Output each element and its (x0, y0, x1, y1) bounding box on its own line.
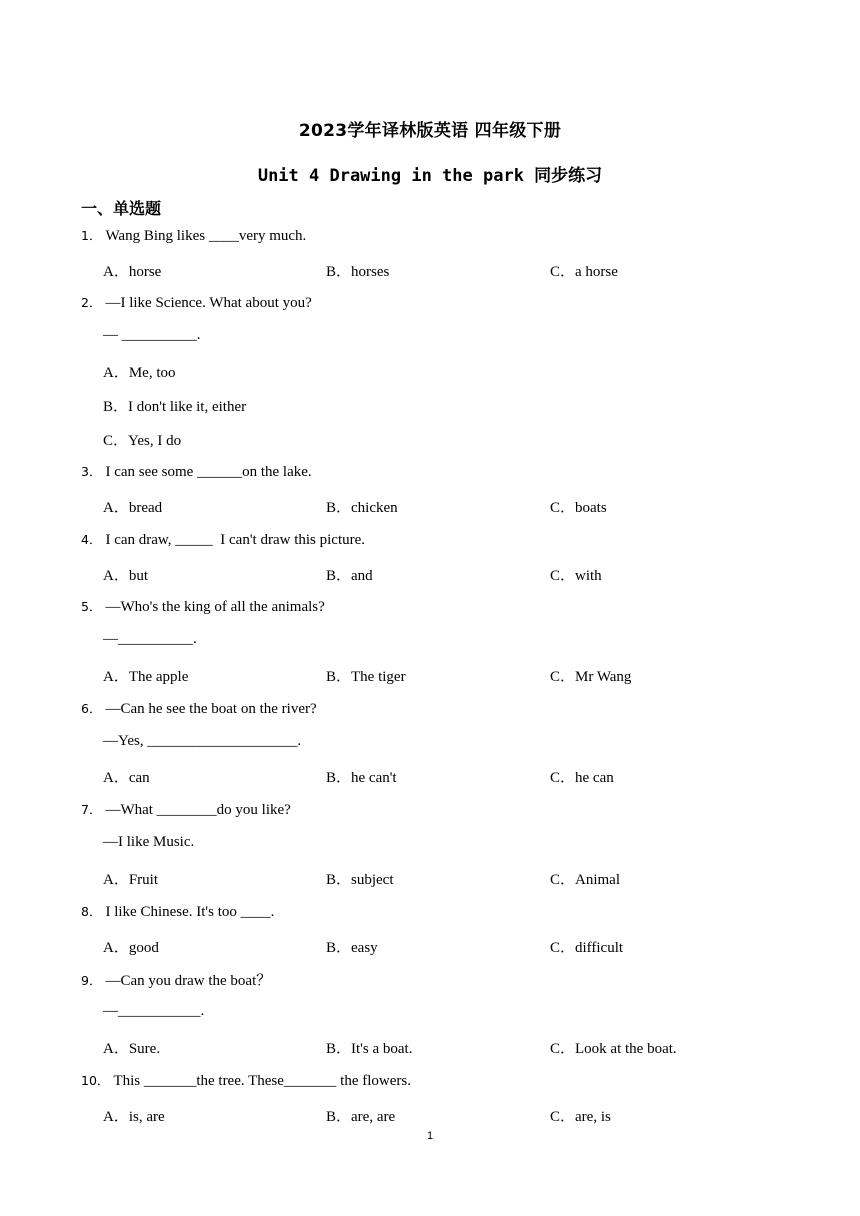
option-c[interactable]: C．Look at the boat. (550, 1041, 677, 1057)
question-number: 9． (81, 973, 102, 988)
question-10 (81, 1071, 411, 1090)
question-5 (81, 597, 325, 616)
option-a[interactable]: A．can (103, 770, 150, 786)
option-c[interactable]: C．are, is (550, 1109, 611, 1125)
question-number: 5． (81, 599, 102, 614)
document-subtitle: Unit 4 Drawing in the park 同步练习 (257, 166, 603, 186)
option-b[interactable]: B．I don't like it, either (103, 399, 247, 415)
answer-line: —___________. (103, 1003, 205, 1019)
option-a[interactable]: A．Sure. (103, 1041, 161, 1057)
answer-line: —__________. (103, 631, 197, 647)
option-b[interactable]: B．horses (326, 264, 390, 280)
question-number: 10． (81, 1073, 110, 1088)
question-9 (81, 969, 271, 990)
answer-line: —I like Music. (103, 834, 195, 850)
question-stem: —I like Science. What about you? (105, 295, 312, 311)
question-stem: —Can he see the boat on the river? (105, 701, 317, 717)
document-title: 2023学年译林版英语 四年级下册 (298, 121, 562, 141)
option-a[interactable]: A．The apple (103, 669, 189, 685)
question-stem: I like Chinese. It's too ____. (105, 904, 275, 920)
option-c[interactable]: C．difficult (550, 940, 624, 956)
option-b[interactable]: B．easy (326, 940, 378, 956)
option-a[interactable]: A．bread (103, 500, 163, 516)
question-stem: I can draw, _____ I can't draw this picture. (105, 532, 366, 548)
answer-line: —Yes, ____________________. (103, 733, 302, 749)
question-stem: I can see some ______on the lake. (105, 464, 312, 480)
option-c[interactable]: C．Yes, I do (103, 433, 182, 449)
option-c[interactable]: C．he can (550, 770, 614, 786)
option-b[interactable]: B．It's a boat. (326, 1041, 413, 1057)
question-stem: —What ________do you like? (105, 802, 291, 818)
option-b[interactable]: B．The tiger (326, 669, 406, 685)
question-stem: This _______the tree. These_______ the flowers. (113, 1073, 411, 1089)
page-number: 1 (426, 1130, 434, 1142)
question-number: 2． (81, 295, 102, 310)
option-a[interactable]: A．but (103, 568, 149, 584)
option-a[interactable]: A．good (103, 940, 159, 956)
question-stem: —Can you draw the boat？ (105, 973, 272, 989)
question-number: 6． (81, 701, 102, 716)
question-stem: —Who's the king of all the animals? (105, 599, 325, 615)
option-c[interactable]: C．Animal (550, 872, 620, 888)
option-b[interactable]: B．chicken (326, 500, 398, 516)
question-number: 7． (81, 802, 102, 817)
question-2 (81, 293, 312, 312)
question-8 (81, 902, 274, 921)
section-heading: 一、单选题 (81, 199, 162, 218)
option-b[interactable]: B．are, are (326, 1109, 396, 1125)
option-a[interactable]: A．Fruit (103, 872, 159, 888)
question-number: 3． (81, 464, 102, 479)
option-c[interactable]: C．a horse (550, 264, 618, 280)
question-number: 4． (81, 532, 102, 547)
option-c[interactable]: C．with (550, 568, 602, 584)
option-c[interactable]: C．boats (550, 500, 607, 516)
answer-line: — __________. (103, 327, 201, 343)
question-3 (81, 462, 312, 481)
option-a[interactable]: A．is, are (103, 1109, 165, 1125)
option-b[interactable]: B．he can't (326, 770, 397, 786)
option-b[interactable]: B．subject (326, 872, 394, 888)
question-4 (81, 530, 365, 549)
option-b[interactable]: B．and (326, 568, 373, 584)
option-c[interactable]: C．Mr Wang (550, 669, 632, 685)
option-a[interactable]: A．horse (103, 264, 162, 280)
question-1 (81, 226, 306, 245)
question-7 (81, 800, 291, 819)
option-a[interactable]: A．Me, too (103, 365, 176, 381)
question-number: 8． (81, 904, 102, 919)
question-stem: Wang Bing likes ____very much. (105, 228, 307, 244)
question-number: 1． (81, 228, 102, 243)
question-6 (81, 699, 317, 718)
